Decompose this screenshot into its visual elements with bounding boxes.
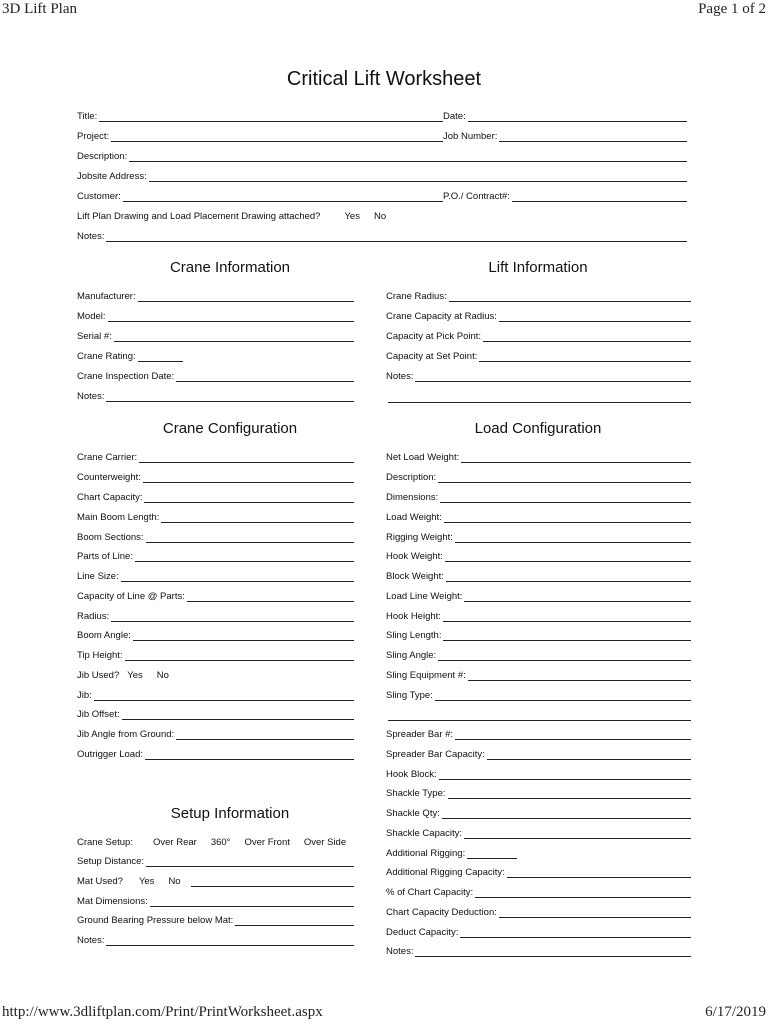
crane-information-heading: Crane Information: [169, 259, 291, 276]
load-configuration-heading: Load Configuration: [474, 420, 602, 437]
drawing-attached-no[interactable]: No: [373, 211, 387, 222]
additional-rigging-field[interactable]: Additional Rigging:: [386, 843, 517, 859]
setup-information-heading: Setup Information: [170, 805, 290, 822]
ground-bearing-pressure-field[interactable]: Ground Bearing Pressure below Mat:: [77, 910, 354, 926]
po-contract-field[interactable]: P.O./ Contract#:: [443, 186, 687, 202]
setup-over-front[interactable]: Over Front: [244, 837, 290, 848]
hook-block-field[interactable]: Hook Block:: [386, 764, 691, 780]
setup-over-side[interactable]: Over Side: [303, 837, 347, 848]
sling-equipment-number-field[interactable]: Sling Equipment #:: [386, 665, 691, 681]
setup-over-rear[interactable]: Over Rear: [152, 837, 197, 848]
mat-dimensions-field[interactable]: Mat Dimensions:: [77, 891, 354, 907]
manufacturer-field[interactable]: Manufacturer:: [77, 286, 354, 302]
shackle-capacity-field[interactable]: Shackle Capacity:: [386, 823, 691, 839]
jib-used-no[interactable]: No: [156, 670, 169, 681]
title-field[interactable]: Title:: [77, 106, 443, 122]
chart-capacity-deduction-field[interactable]: Chart Capacity Deduction:: [386, 902, 691, 918]
jobsite-address-field[interactable]: Jobsite Address:: [77, 166, 687, 182]
hook-weight-field[interactable]: Hook Weight:: [386, 546, 691, 562]
shackle-qty-field[interactable]: Shackle Qty:: [386, 803, 691, 819]
radius-field[interactable]: Radius:: [77, 606, 354, 622]
drawing-attached-question: Lift Plan Drawing and Load Placement Drawing attached? Yes No: [77, 211, 387, 222]
chart-capacity-field[interactable]: Chart Capacity:: [77, 487, 354, 503]
print-footer-date: 6/17/2019: [705, 1004, 766, 1020]
lift-information-heading: Lift Information: [488, 259, 588, 276]
jib-field[interactable]: Jib:: [77, 685, 354, 701]
main-boom-length-field[interactable]: Main Boom Length:: [77, 507, 354, 523]
block-weight-field[interactable]: Block Weight:: [386, 566, 691, 582]
mat-used-yes[interactable]: Yes: [138, 876, 155, 887]
sling-angle-field[interactable]: Sling Angle:: [386, 645, 691, 661]
shackle-type-field[interactable]: Shackle Type:: [386, 783, 691, 799]
mat-used-no[interactable]: No: [168, 876, 181, 887]
line-size-field[interactable]: Line Size:: [77, 566, 354, 582]
model-field[interactable]: Model:: [77, 306, 354, 322]
worksheet-title: Critical Lift Worksheet: [286, 68, 482, 90]
rigging-weight-field[interactable]: Rigging Weight:: [386, 527, 691, 543]
mat-used-question: Mat Used? Yes No: [77, 871, 354, 887]
crane-notes-field[interactable]: Notes:: [77, 386, 354, 402]
capacity-at-pick-point-field[interactable]: Capacity at Pick Point:: [386, 326, 691, 342]
customer-field[interactable]: Customer:: [77, 186, 443, 202]
hook-height-field[interactable]: Hook Height:: [386, 606, 691, 622]
load-description-field[interactable]: Description:: [386, 467, 691, 483]
print-header-page: Page 1 of 2: [698, 1, 766, 17]
sling-length-field[interactable]: Sling Length:: [386, 625, 691, 641]
crane-rating-field[interactable]: Crane Rating:: [77, 346, 183, 362]
jib-angle-from-ground-field[interactable]: Jib Angle from Ground:: [77, 724, 354, 740]
print-footer-url: http://www.3dliftplan.com/Print/PrintWorksheet.aspx: [2, 1004, 323, 1020]
crane-carrier-field[interactable]: Crane Carrier:: [77, 447, 354, 463]
setup-360[interactable]: 360°: [210, 837, 231, 848]
load-weight-field[interactable]: Load Weight:: [386, 507, 691, 523]
jib-offset-field[interactable]: Jib Offset:: [77, 704, 354, 720]
boom-angle-field[interactable]: Boom Angle:: [77, 625, 354, 641]
description-field[interactable]: Description:: [77, 146, 687, 162]
boom-sections-field[interactable]: Boom Sections:: [77, 527, 354, 543]
capacity-at-set-point-field[interactable]: Capacity at Set Point:: [386, 346, 691, 362]
percent-of-chart-capacity-field[interactable]: % of Chart Capacity:: [386, 882, 691, 898]
lift-notes-field[interactable]: Notes:: [386, 366, 691, 382]
job-number-field[interactable]: Job Number:: [443, 126, 687, 142]
serial-number-field[interactable]: Serial #:: [77, 326, 354, 342]
general-notes-field[interactable]: Notes:: [77, 226, 687, 242]
project-field[interactable]: Project:: [77, 126, 443, 142]
sling-type-field[interactable]: Sling Type:: [386, 685, 691, 701]
net-load-weight-field[interactable]: Net Load Weight:: [386, 447, 691, 463]
date-field[interactable]: Date:: [443, 106, 687, 122]
crane-configuration-heading: Crane Configuration: [162, 420, 298, 437]
crane-radius-field[interactable]: Crane Radius:: [386, 286, 691, 302]
lift-notes-line-2[interactable]: [388, 401, 691, 403]
load-line-weight-field[interactable]: Load Line Weight:: [386, 586, 691, 602]
print-header-title: 3D Lift Plan: [2, 1, 77, 17]
drawing-attached-yes[interactable]: Yes: [344, 211, 360, 222]
tip-height-field[interactable]: Tip Height:: [77, 645, 354, 661]
spreader-bar-number-field[interactable]: Spreader Bar #:: [386, 724, 691, 740]
setup-notes-field[interactable]: Notes:: [77, 930, 354, 946]
setup-distance-field[interactable]: Setup Distance:: [77, 851, 354, 867]
counterweight-field[interactable]: Counterweight:: [77, 467, 354, 483]
deduct-capacity-field[interactable]: Deduct Capacity:: [386, 922, 691, 938]
spreader-bar-capacity-field[interactable]: Spreader Bar Capacity:: [386, 744, 691, 760]
jib-used-yes[interactable]: Yes: [127, 670, 143, 681]
jib-used-question: Jib Used? Yes No: [77, 670, 169, 681]
sling-type-line-2[interactable]: [388, 719, 691, 721]
crane-setup-options: Crane Setup: Over Rear 360° Over Front Over Side: [77, 837, 347, 848]
dimensions-field[interactable]: Dimensions:: [386, 487, 691, 503]
additional-rigging-capacity-field[interactable]: Additional Rigging Capacity:: [386, 862, 691, 878]
load-notes-field[interactable]: Notes:: [386, 941, 691, 957]
capacity-of-line-at-parts-field[interactable]: Capacity of Line @ Parts:: [77, 586, 354, 602]
outrigger-load-field[interactable]: Outrigger Load:: [77, 744, 354, 760]
parts-of-line-field[interactable]: Parts of Line:: [77, 546, 354, 562]
crane-inspection-date-field[interactable]: Crane Inspection Date:: [77, 366, 354, 382]
crane-capacity-at-radius-field[interactable]: Crane Capacity at Radius:: [386, 306, 691, 322]
